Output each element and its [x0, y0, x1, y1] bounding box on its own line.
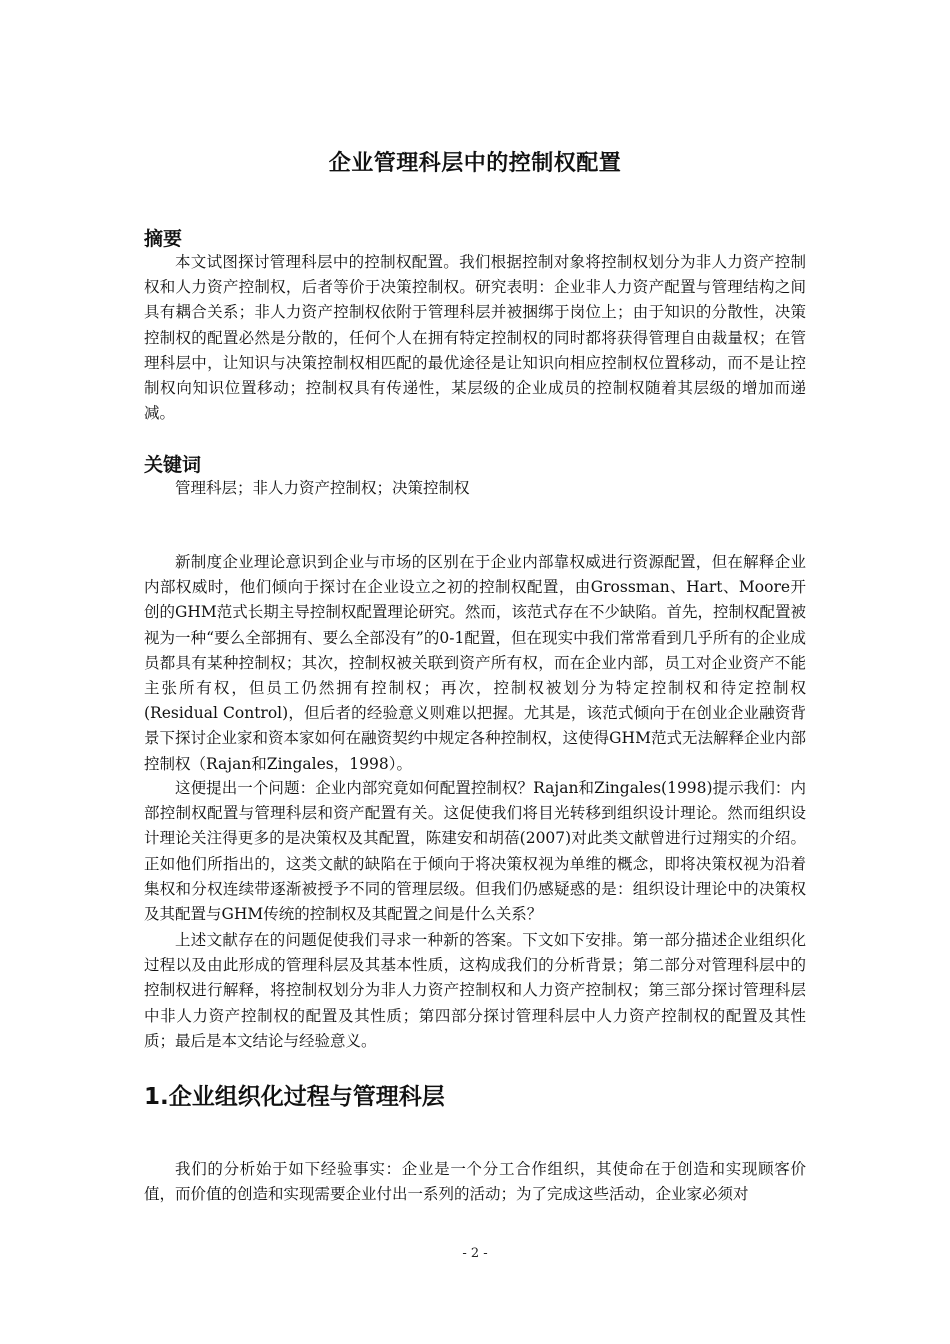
page-number: - 2 - [462, 1246, 488, 1261]
abstract-heading: 摘要 [144, 228, 183, 250]
section-1-heading: 1.企业组织化过程与管理科层 [144, 1084, 445, 1110]
abstract-text: 本文试图探讨管理科层中的控制权配置。我们根据控制对象将控制权划分为非人力资产控制权和人力资产控制权，后者等价于决策控制权。研究表明：企业非人力资产配置与管理结构之间具有耦合关系；非人力资产控制权依附于管理科层并被捆绑于岗位上；由于知识的分散性，决策控制权的配置必然是分散的，任何个人在拥有特定控制权的同时都将获得管理自由裁量权；在管理科层中，让知识与决策控制权相匹配的最优途径是让知识向相应控制权位置移动，而不是让控制权向知识位置移动；控制权具有传递性，某层级的企业成员的控制权随着其层级的增加而递减。 [144, 253, 806, 423]
keywords-text: 管理科层；非人力资产控制权；决策控制权 [175, 479, 470, 497]
paper-title: 企业管理科层中的控制权配置 [328, 151, 622, 176]
keywords-heading: 关键词 [144, 454, 202, 476]
section-1-text: 我们的分析始于如下经验事实：企业是一个分工合作组织，其使命在于创造和实现顾客价值，而价值的创造和实现需要企业付出一系列的活动；为了完成这些活动，企业家必须对 [144, 1160, 806, 1204]
intro-paragraph-1: 新制度企业理论意识到企业与市场的区别在于企业内部靠权威进行资源配置，但在解释企业内部权威时，他们倾向于探讨在企业设立之初的控制权配置，由Grossman、Hart、Moore开创的GHM范式长期主导控制权配置理论研究。然而，该范式存在不少缺陷。首先，控制权配置被视为一种“要么全部拥有、要么全部没有”的0-1配置，但在现实中我们常常看到几乎所有的企业成员都具有某种控制权；其次，控制权被关联到资产所有权，而在企业内部，员工对企业资产不能主张所有权，但员工仍然拥有控制权；再次，控制权被划分为特定控制权和待定控制权(Residual Control)，但后者的经验意义则难以把握。尤其是，该范式倾向于在创业企业融资背景下探讨企业家和资本家如何在融资契约中规定各种控制权，这使得GHM范式无法解释企业内部控制权（Rajan和Zingales，1998）。 [144, 553, 806, 773]
intro-paragraph-2: 这便提出一个问题：企业内部究竟如何配置控制权？Rajan和Zingales(1998)提示我们：内部控制权配置与管理科层和资产配置有关。这促使我们将目光转移到组织设计理论。然而组织设计理论关注得更多的是决策权及其配置，陈建安和胡蓓(2007)对此类文献曾进行过翔实的介绍。正如他们所指出的，这类文献的缺陷在于倾向于将决策权视为单维的概念，即将决策权视为沿着集权和分权连续带逐渐被授予不同的管理层级。但我们仍感疑惑的是：组织设计理论中的决策权及其配置与GHM传统的控制权及其配置之间是什么关系？ [144, 779, 806, 924]
intro-paragraph-3: 上述文献存在的问题促使我们寻求一种新的答案。下文如下安排。第一部分描述企业组织化过程以及由此形成的管理科层及其基本性质，这构成我们的分析背景；第二部分对管理科层中的控制权进行解释，将控制权划分为非人力资产控制权和人力资产控制权；第三部分探讨管理科层中非人力资产控制权的配置及其性质；第四部分探讨管理科层中人力资产控制权的配置及其性质；最后是本文结论与经验意义。 [144, 931, 806, 1050]
